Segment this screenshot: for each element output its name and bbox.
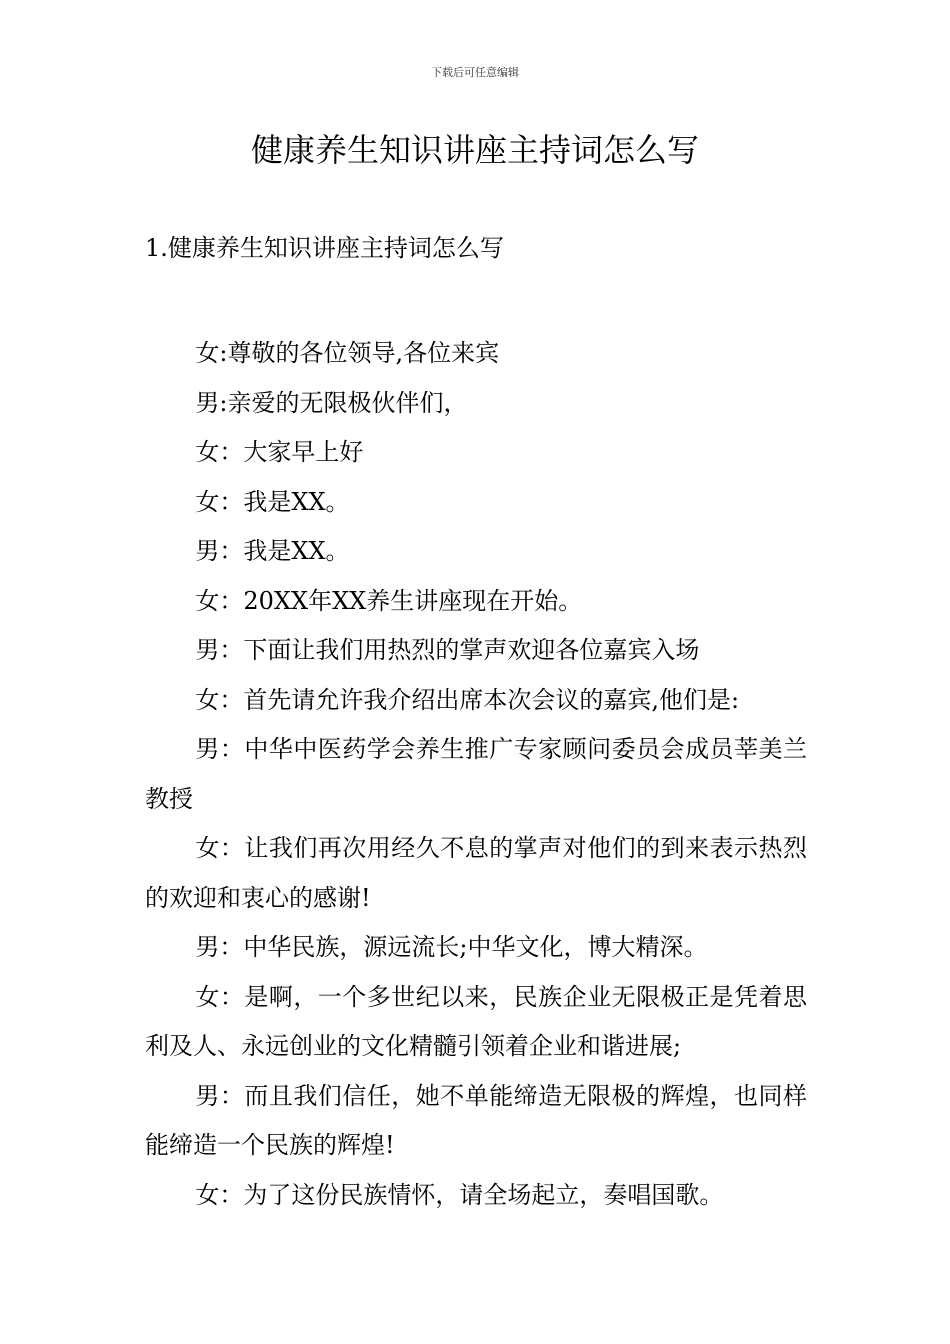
paragraph: 女：大家早上好 bbox=[195, 438, 364, 466]
body-text bbox=[145, 329, 807, 1220]
paragraph: 男：下面让我们用热烈的掌声欢迎各位嘉宾入场 bbox=[195, 636, 700, 664]
paragraph: 男：中华民族，源远流长;中华文化，博大精深。 bbox=[195, 933, 708, 961]
paragraph: 男:亲爱的无限极伙伴们， bbox=[195, 388, 468, 417]
paragraph: 女：20XX年XX养生讲座现在开始。 bbox=[195, 586, 583, 615]
paragraph: 女:尊敬的各位领导,各位来宾 bbox=[195, 339, 500, 367]
paragraph: 女：我是XX。 bbox=[195, 487, 350, 516]
paragraph: 男：我是XX。 bbox=[195, 537, 350, 565]
paragraph: 女：为了这份民族情怀，请全场起立，奏唱国歌。 bbox=[195, 1180, 724, 1209]
paragraph: 女：是啊，一个多世纪以来，民族企业无限极正是凭着思利及人、永远创业的文化精髓引领着企业和谐进展; bbox=[145, 982, 807, 1060]
header-note: 下载后可任意编辑 bbox=[431, 66, 519, 79]
section-heading: 1.健康养生知识讲座主持词怎么写 bbox=[145, 234, 504, 262]
document-title: 健康养生知识讲座主持词怎么写 bbox=[250, 131, 699, 169]
paragraph: 女：让我们再次用经久不息的掌声对他们的到来表示热烈的欢迎和衷心的感谢! bbox=[145, 834, 807, 912]
paragraph: 男：而且我们信任，她不单能缔造无限极的辉煌，也同样能缔造一个民族的辉煌! bbox=[145, 1081, 807, 1159]
paragraph: 男：中华中医药学会养生推广专家顾问委员会成员莘美兰教授 bbox=[145, 735, 807, 813]
paragraph: 女：首先请允许我介绍出席本次会议的嘉宾,他们是: bbox=[195, 685, 740, 714]
